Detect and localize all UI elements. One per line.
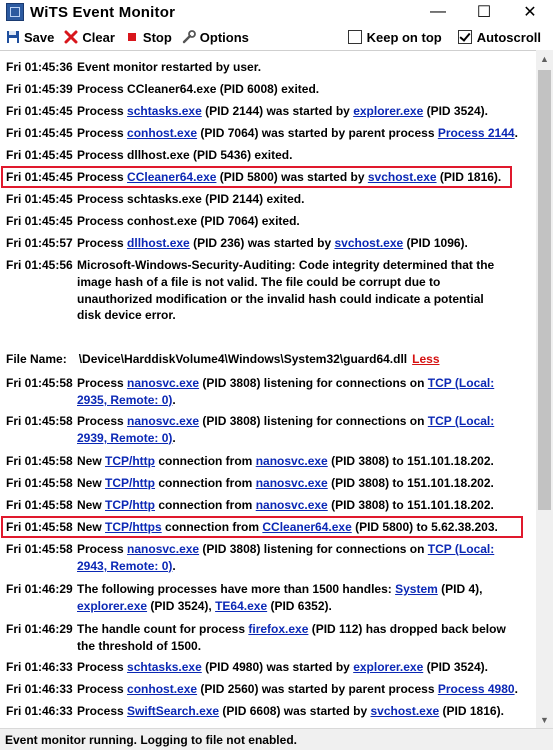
save-icon	[6, 30, 20, 44]
log-text: (PID 1816).	[439, 704, 504, 718]
log-message-line	[77, 169, 528, 186]
event-log[interactable]	[0, 50, 536, 729]
log-entry	[6, 191, 528, 208]
log-message-line	[77, 581, 528, 598]
log-text: Process	[77, 376, 128, 390]
save-button[interactable]	[6, 30, 54, 45]
log-text: (PID 112) has dropped back below	[308, 622, 506, 636]
log-text: New	[77, 520, 106, 534]
log-entry	[6, 351, 528, 368]
log-message-line	[77, 453, 528, 470]
log-message	[77, 541, 528, 575]
log-text: Process	[77, 682, 128, 696]
log-link[interactable]: TE64.exe	[215, 598, 268, 613]
log-timestamp: Fri 01:45:58	[6, 376, 73, 390]
log-link[interactable]: svchost.exe	[367, 170, 437, 184]
log-link[interactable]: 2943, Remote: 0)	[77, 558, 173, 573]
log-link[interactable]: conhost.exe	[127, 126, 198, 140]
log-entry	[6, 413, 528, 447]
log-text: Process CCleaner64.exe (PID 6008) exited.	[77, 82, 320, 96]
log-timestamp: Fri 01:45:58	[6, 542, 73, 556]
log-link[interactable]: schtasks.exe	[127, 104, 202, 118]
log-message	[77, 169, 528, 186]
log-entry	[6, 453, 528, 470]
log-message-line	[77, 235, 528, 252]
log-message-line: Microsoft-Windows-Security-Auditing: Code integrity determined that the	[77, 258, 495, 272]
log-text: The following processes have more than 1500 handles:	[77, 582, 396, 596]
log-entry	[6, 681, 528, 698]
log-link[interactable]: explorer.exe	[353, 104, 424, 118]
log-timestamp: Fri 01:45:45	[6, 170, 73, 184]
log-timestamp: Fri 01:45:58	[6, 476, 73, 490]
window-title: WiTS Event Monitor	[30, 3, 176, 21]
log-text: (PID 3524),	[147, 598, 216, 613]
less-link[interactable]: Less	[412, 352, 440, 366]
log-timestamp: Fri 01:45:58	[6, 520, 73, 534]
scroll-up-icon[interactable]: ▲	[540, 53, 549, 64]
log-message	[77, 213, 528, 230]
log-text: New	[77, 498, 106, 512]
minimize-button[interactable]: —	[430, 3, 446, 20]
keep-on-top-label: Keep on top	[366, 29, 442, 45]
log-text: (PID 5800) to 5.62.38.203.	[351, 520, 498, 534]
log-message-line	[77, 413, 528, 430]
log-message-line	[77, 703, 528, 720]
log-text: Process	[77, 414, 128, 428]
log-entry	[6, 213, 528, 230]
log-entry	[6, 475, 528, 492]
log-text: connection from	[161, 520, 263, 534]
log-message-line	[77, 103, 528, 120]
log-link[interactable]: SwiftSearch.exe	[127, 704, 220, 718]
log-link[interactable]: 2939, Remote: 0)	[77, 430, 173, 445]
log-message-line	[77, 519, 528, 536]
wrench-icon	[182, 30, 196, 44]
log-message-line: disk device error.	[77, 308, 176, 323]
log-text: (PID 5800) was started by	[216, 170, 368, 184]
log-text: .	[172, 558, 176, 573]
log-message-line	[77, 375, 528, 392]
log-timestamp: Fri 01:45:45	[6, 192, 73, 206]
log-text: (PID 3808) to 151.101.18.202.	[327, 498, 494, 512]
log-timestamp: Fri 01:45:56	[6, 258, 73, 272]
log-message	[77, 475, 528, 492]
log-message-line	[77, 541, 528, 558]
log-text: (PID 2144) was started by	[201, 104, 354, 118]
status-text: Event monitor running. Logging to file not enabled.	[5, 732, 297, 747]
log-text: (PID 7064) was started by parent process	[197, 126, 438, 140]
log-text: (PID 6352).	[267, 598, 332, 613]
vertical-scrollbar[interactable]	[536, 50, 553, 728]
log-text: (PID 236) was started by	[189, 236, 335, 250]
log-text: Process	[77, 542, 128, 556]
log-entry	[6, 257, 528, 324]
log-link[interactable]: svchost.exe	[334, 236, 404, 250]
close-button[interactable]: ✕	[523, 4, 537, 21]
log-message	[77, 453, 528, 470]
log-message	[77, 621, 528, 655]
log-link[interactable]: nanosvc.exe	[127, 376, 200, 390]
log-text: .	[514, 126, 518, 140]
log-link[interactable]: nanosvc.exe	[127, 414, 200, 428]
log-link[interactable]: explorer.exe	[77, 598, 148, 613]
log-entry	[6, 581, 528, 615]
log-message	[77, 235, 528, 252]
status-bar	[0, 728, 553, 750]
log-message-line: unauthorized modification or the invalid hash could indicate a potential	[77, 291, 484, 306]
log-message-line	[77, 681, 528, 698]
scroll-down-icon[interactable]: ▼	[540, 714, 549, 725]
log-entry	[6, 59, 528, 76]
log-text: (PID 3808) listening for connections on	[199, 414, 428, 428]
log-text: (PID 3808) to 151.101.18.202.	[327, 476, 494, 490]
log-text: .	[172, 430, 176, 445]
log-message	[77, 581, 528, 615]
log-message-line	[77, 392, 528, 409]
log-text: .	[172, 392, 176, 407]
log-message	[77, 81, 528, 98]
log-timestamp: Fri 01:45:57	[6, 236, 73, 250]
log-message	[77, 147, 528, 164]
log-message	[77, 59, 528, 76]
log-text: Event monitor restarted by user.	[77, 60, 262, 74]
log-text: the threshold of 1500.	[77, 638, 202, 653]
log-link[interactable]: nanosvc.exe	[255, 498, 328, 512]
log-text: connection from	[155, 498, 256, 512]
log-message	[77, 519, 528, 536]
stop-label: Stop	[142, 29, 172, 45]
log-message-line	[77, 621, 528, 638]
log-text: (PID 3808) to 151.101.18.202.	[327, 454, 494, 468]
log-link[interactable]: firefox.exe	[248, 622, 309, 636]
log-message	[77, 659, 528, 676]
log-timestamp: Fri 01:45:58	[6, 414, 73, 428]
log-link[interactable]: conhost.exe	[127, 682, 198, 696]
log-message-line	[77, 213, 528, 230]
log-timestamp: Fri 01:46:33	[6, 704, 73, 718]
autoscroll-checkbox[interactable]	[458, 30, 541, 45]
log-link[interactable]: TCP/http	[105, 498, 156, 512]
log-link[interactable]: Process 2144	[437, 126, 515, 140]
log-link[interactable]: TCP (Local:	[427, 414, 495, 428]
log-message	[77, 703, 528, 720]
autoscroll-label: Autoscroll	[476, 29, 541, 45]
log-entry	[6, 103, 528, 120]
log-message-line	[77, 475, 528, 492]
clear-x-icon	[64, 30, 78, 44]
log-text: Process	[77, 660, 128, 674]
log-message-line	[77, 125, 528, 142]
log-entry	[6, 235, 528, 252]
clear-label: Clear	[82, 29, 115, 45]
log-link[interactable]: nanosvc.exe	[255, 454, 328, 468]
log-text: connection from	[155, 476, 256, 490]
log-entry	[6, 541, 528, 575]
log-text: Process	[77, 104, 128, 118]
log-message	[77, 497, 528, 514]
log-entry	[6, 703, 528, 720]
stop-icon	[125, 30, 139, 44]
log-timestamp: Fri 01:46:29	[6, 582, 73, 596]
maximize-button[interactable]: ☐	[476, 4, 492, 21]
file-name-label: File Name:	[6, 352, 67, 366]
log-timestamp: Fri 01:45:39	[6, 82, 73, 96]
log-timestamp: Fri 01:46:33	[6, 682, 73, 696]
log-message-line	[77, 191, 528, 208]
log-entry	[6, 375, 528, 409]
log-text: Process conhost.exe (PID 7064) exited.	[77, 214, 300, 228]
log-message-line	[77, 598, 528, 615]
log-link[interactable]: CCleaner64.exe	[127, 170, 217, 184]
toolbar	[0, 24, 553, 50]
window-controls	[415, 0, 553, 24]
log-text: (PID 4980) was started by	[201, 660, 354, 674]
log-link[interactable]: System	[395, 582, 438, 596]
log-text: (PID 1816).	[436, 170, 502, 184]
log-link[interactable]: nanosvc.exe	[127, 542, 200, 556]
log-message-line	[77, 558, 528, 575]
log-message	[77, 413, 528, 447]
log-text: Process dllhost.exe (PID 5436) exited.	[77, 148, 293, 162]
log-entry	[6, 125, 528, 142]
log-link[interactable]: TCP (Local:	[427, 542, 495, 556]
log-entry	[6, 81, 528, 98]
log-text: (PID 3808) listening for connections on	[199, 542, 428, 556]
log-link[interactable]: schtasks.exe	[127, 660, 202, 674]
log-text: The handle count for process	[77, 622, 249, 636]
log-link[interactable]: TCP/https	[105, 520, 162, 534]
keep-on-top-box[interactable]	[348, 30, 362, 44]
log-timestamp: Fri 01:45:45	[6, 148, 73, 162]
log-entry	[6, 519, 528, 536]
options-button[interactable]	[182, 30, 249, 45]
log-text: (PID 3524).	[423, 660, 488, 674]
title-bar	[0, 0, 553, 24]
log-message-line	[77, 497, 528, 514]
log-message-line: image hash of a file is not valid. The file could be corrupt due to	[77, 274, 441, 289]
log-message	[77, 257, 528, 324]
log-message-line	[77, 659, 528, 676]
log-text: .	[514, 682, 518, 696]
toolbar-toggles	[342, 24, 545, 50]
log-link[interactable]: nanosvc.exe	[255, 476, 328, 490]
log-link[interactable]: dllhost.exe	[127, 236, 190, 250]
log-timestamp: Fri 01:45:58	[6, 498, 73, 512]
log-text: (PID 3524).	[423, 104, 488, 118]
log-entry	[6, 169, 528, 186]
autoscroll-box[interactable]	[458, 30, 472, 44]
log-link[interactable]: TCP (Local:	[427, 376, 495, 390]
log-text: (PID 4),	[437, 582, 483, 596]
log-link[interactable]: CCleaner64.exe	[262, 520, 352, 534]
log-text: connection from	[155, 454, 256, 468]
log-text: New	[77, 454, 106, 468]
log-timestamp: Fri 01:45:45	[6, 126, 73, 140]
options-label: Options	[199, 29, 249, 45]
log-timestamp: Fri 01:46:29	[6, 622, 73, 636]
log-text: Process	[77, 126, 128, 140]
log-link[interactable]: TCP/http	[105, 454, 156, 468]
log-text: (PID 2560) was started by parent process	[197, 682, 438, 696]
file-name-value: \Device\HarddiskVolume4\Windows\System32\guard64.dll	[78, 352, 408, 366]
log-entry	[6, 147, 528, 164]
log-message-line	[77, 81, 528, 98]
clear-button[interactable]	[64, 30, 115, 45]
log-link[interactable]: TCP/http	[105, 476, 156, 490]
stop-button[interactable]	[125, 30, 172, 45]
log-timestamp: Fri 01:45:58	[6, 454, 73, 468]
log-timestamp: Fri 01:46:33	[6, 660, 73, 674]
log-message	[77, 103, 528, 120]
log-message-line	[77, 59, 528, 76]
log-message	[77, 125, 528, 142]
log-timestamp: Fri 01:45:45	[6, 214, 73, 228]
log-message-line	[77, 430, 528, 447]
scroll-thumb[interactable]	[538, 70, 551, 510]
log-message	[77, 681, 528, 698]
log-entry	[6, 497, 528, 514]
log-link[interactable]: 2935, Remote: 0)	[77, 392, 173, 407]
save-label: Save	[24, 29, 55, 45]
log-text: Process	[77, 170, 128, 184]
log-text: Process	[77, 236, 128, 250]
log-text: Process	[77, 704, 128, 718]
log-text: (PID 1096).	[403, 236, 468, 250]
log-link[interactable]: Process 4980	[437, 682, 515, 696]
log-text: New	[77, 476, 106, 490]
log-message	[77, 375, 528, 409]
log-timestamp: Fri 01:45:36	[6, 60, 73, 74]
log-link[interactable]: svchost.exe	[370, 704, 440, 718]
log-entry	[6, 659, 528, 676]
log-link[interactable]: explorer.exe	[353, 660, 424, 674]
log-text: (PID 6608) was started by	[219, 704, 371, 718]
keep-on-top-checkbox[interactable]	[348, 30, 442, 45]
log-text: (PID 3808) listening for connections on	[199, 376, 428, 390]
log-entry	[6, 621, 528, 655]
log-message	[77, 191, 528, 208]
log-timestamp: Fri 01:45:45	[6, 104, 73, 118]
app-icon	[6, 3, 24, 21]
log-text: Process schtasks.exe (PID 2144) exited.	[77, 192, 305, 206]
log-message-line	[77, 147, 528, 164]
log-message-line	[77, 638, 528, 655]
